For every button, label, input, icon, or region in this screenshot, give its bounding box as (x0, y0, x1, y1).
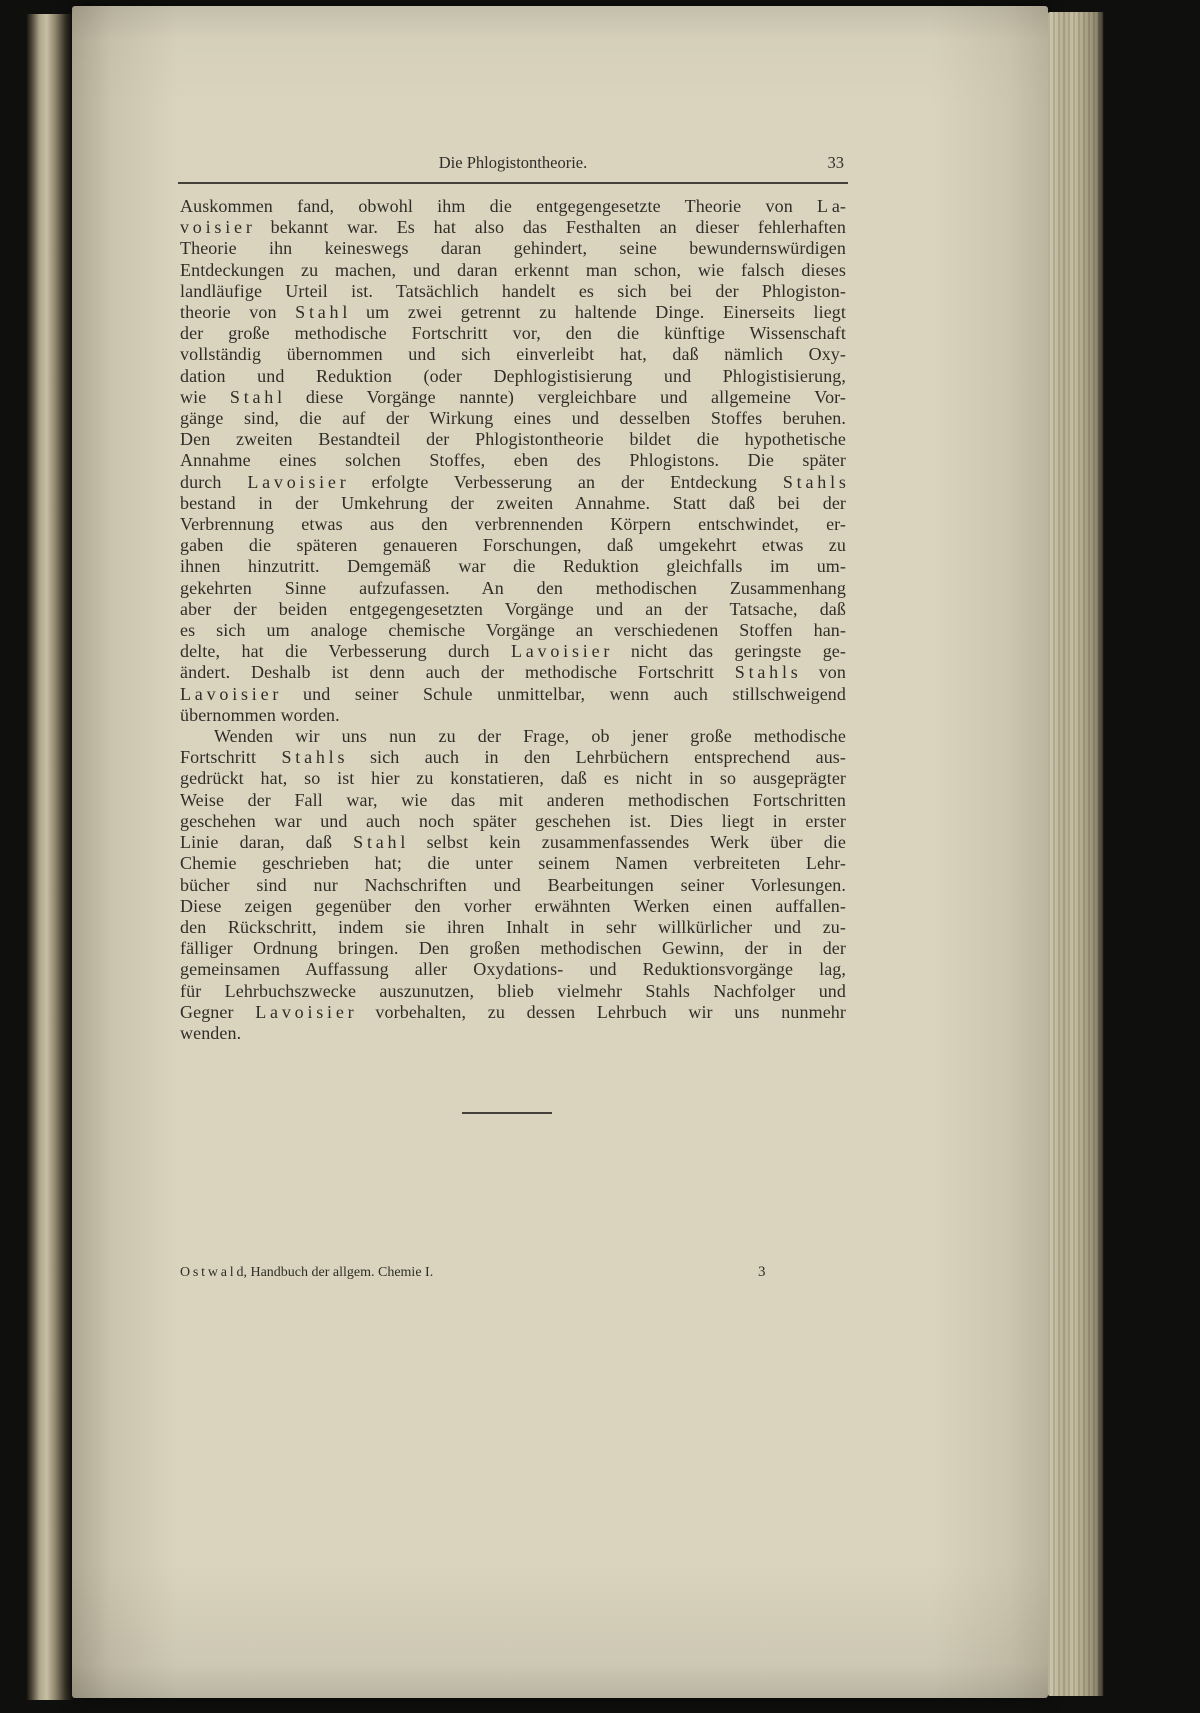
text-line: dation und Reduktion (oder Dephlogistisierung und Phlogistisierung, (180, 365, 846, 386)
text-line: L a v o i s i e r und seiner Schule unmittelbar, wenn auch stillschweigend (180, 683, 846, 704)
text-line: delte, hat die Verbesserung durch L a v o i s i e r nicht das geringste ge- (180, 641, 846, 662)
body-text (180, 196, 846, 1044)
text-line: aber der beiden entgegengesetzten Vorgänge und an der Tatsache, daß (180, 598, 846, 619)
text-line: Gegner L a v o i s i e r vorbehalten, zu dessen Lehrbuch wir uns nunmehr (180, 1001, 846, 1022)
text-line: Entdeckungen zu machen, und daran erkennt man schon, wie falsch dieses (180, 259, 846, 280)
section-divider-rule (462, 1112, 552, 1114)
text-line: fälliger Ordnung bringen. Den großen methodischen Gewinn, der in der (180, 938, 846, 959)
text-line: übernommen worden. (180, 704, 340, 725)
text-line: der große methodische Fortschritt vor, den die künftige Wissenschaft (180, 323, 846, 344)
footer-signature: O s t w a l d, Handbuch der allgem. Chemie I. (180, 1265, 434, 1280)
text-line: gemeinsamen Auffassung aller Oxydations- und Reduktionsvorgänge lag, (180, 959, 846, 980)
paragraph (180, 196, 846, 726)
book-page (72, 6, 1048, 1698)
header-rule (178, 182, 848, 184)
text-line: ihnen hinzutritt. Demgemäß war die Reduktion gleichfalls im um- (180, 556, 846, 577)
text-line: durch L a v o i s i e r erfolgte Verbesserung an der Entdeckung S t a h l s (180, 471, 846, 492)
text-line: Theorie ihn keineswegs daran gehindert, seine bewundernswürdigen (180, 238, 846, 259)
page-number: 33 (827, 153, 844, 172)
text-line: vollständig übernommen und sich einverleibt hat, daß nämlich Oxy- (180, 344, 846, 365)
text-line: es sich um analoge chemische Vorgänge an verschiedenen Stoffen han- (180, 620, 846, 641)
facing-page-edge (26, 14, 72, 1700)
page-edges (1048, 12, 1104, 1696)
text-line: Wenden wir uns nun zu der Frage, ob jener große methodische (214, 726, 846, 747)
running-title: Die Phlogistontheorie. (438, 153, 588, 172)
text-line: gaben die späteren genaueren Forschungen, daß umgekehrt etwas zu (180, 535, 846, 556)
text-line: gekehrten Sinne aufzufassen. An den methodischen Zusammenhang (180, 577, 846, 598)
text-line: Auskommen fand, obwohl ihm die entgegengesetzte Theorie von L a- (180, 196, 846, 216)
text-line: Diese zeigen gegenüber den vorher erwähnten Werken einen auffallen- (180, 895, 846, 916)
text-line: Linie daran, daß S t a h l selbst kein zusammenfassendes Werk über die (180, 832, 846, 853)
text-line: theorie von S t a h l um zwei getrennt zu haltende Dinge. Einerseits liegt (180, 302, 846, 323)
text-line: Den zweiten Bestandteil der Phlogistontheorie bildet die hypothetische (180, 429, 846, 450)
text-line: bücher sind nur Nachschriften und Bearbeitungen seiner Vorlesungen. (180, 874, 846, 895)
text-line: Annahme eines solchen Stoffes, eben des Phlogistons. Die später (180, 450, 846, 471)
text-line: Verbrennung etwas aus den verbrennenden Körpern entschwindet, er- (180, 514, 846, 535)
text-line: für Lehrbuchszwecke auszunutzen, blieb vielmehr Stahls Nachfolger und (180, 980, 846, 1001)
text-line: den Rückschritt, indem sie ihren Inhalt in sehr willkürlicher und zu- (180, 916, 846, 937)
text-line: wie S t a h l diese Vorgänge nannte) vergleichbare und allgemeine Vor- (180, 386, 846, 407)
text-line: Weise der Fall war, wie das mit anderen methodischen Fortschritten (180, 789, 846, 810)
text-line: landläufige Urteil ist. Tatsächlich handelt es sich bei der Phlogiston- (180, 280, 846, 301)
text-line: bestand in der Umkehrung der zweiten Annahme. Statt daß bei der (180, 492, 846, 513)
page-header (180, 154, 846, 172)
text-line: Fortschritt S t a h l s sich auch in den Lehrbüchern entsprechend aus- (180, 747, 846, 768)
text-line: gänge sind, die auf der Wirkung eines und desselben Stoffes beruhen. (180, 408, 846, 429)
text-line: geschehen war und auch noch später geschehen ist. Dies liegt in erster (180, 810, 846, 831)
text-line: wenden. (180, 1022, 242, 1043)
text-line: gedrückt hat, so ist hier zu konstatieren, daß es nicht in so ausgeprägter (180, 768, 846, 789)
page-footer (180, 1264, 846, 1281)
text-line: Chemie geschrieben hat; die unter seinem Namen verbreiteten Lehr- (180, 853, 846, 874)
text-line: v o i s i e r bekannt war. Es hat also das Festhalten an dieser fehlerhaften (180, 217, 846, 238)
text-line: ändert. Deshalb ist denn auch der methodische Fortschritt S t a h l s von (180, 662, 846, 683)
paragraph (180, 726, 846, 1044)
sheet-number: 3 (758, 1264, 766, 1280)
